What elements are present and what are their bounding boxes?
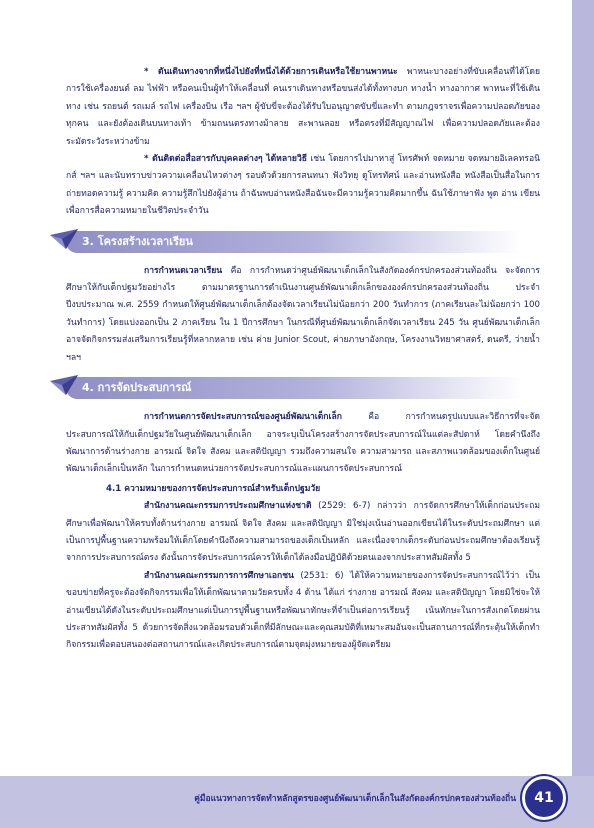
section-title: 3. โครงสร้างเวลาเรียน bbox=[82, 234, 193, 248]
section-title: 4. การจัดประสบการณ์ bbox=[82, 381, 192, 395]
page-content bbox=[66, 64, 540, 655]
section-heading-4 bbox=[50, 375, 540, 401]
paragraph-lead: * ดันติดต่อสื่อสารกับบุคคลต่างๆ ได้หลายวิธี bbox=[144, 154, 308, 165]
subsection-paragraph-1 bbox=[66, 498, 540, 568]
paper-bird-icon bbox=[48, 225, 82, 255]
paper-bird-icon bbox=[48, 371, 82, 401]
paragraph-lead: การกำหนดเวลาเรียน bbox=[144, 265, 223, 276]
paragraph-body: (2531: 6) ได้ให้ความหมายของการจัดประสบการณ์ไว้ว่า เป็นขอบข่ายที่ครูจะต้องจัดกิจกรรมเพื่อให้เด็กพัฒนาตามวัยครบทั้ง 4 ด้าน ได้แก่ ร่างกาย อารมณ์ สังคม และสติปัญญา โดยมิใช่จะให้อ่านเขียนได้ดังในระดับประถมศึกษาแต่เป็นการปูพื้นฐานหรือพัฒนาทักษะที่จำเป็นต่อการเรียนรู้ เน้นทักษะในการสังเกตโดยผ่านประสาทสัมผัสทั้ง 5 ด้วยการจัดสิ่งแวดล้อมรอบตัวเด็กที่มีลักษณะและคุณสมบัติที่เหมาะสมอันจะเป็นสถานการณ์ที่กระตุ้นให้เด็กทำกิจกรรมเพื่อตอบสนองต่อสถานการณ์และเกิดประสบการณ์ตามจุดมุ่งหมายของผู้จัดเตรียม bbox=[66, 570, 540, 651]
paragraph-lead: สำนักงานคณะกรรมการประถมศึกษาแห่งชาติ bbox=[144, 501, 312, 512]
paragraph-body: เช่น โดยการไปมาหาสู่ โทรศัพท์ จดหมาย จดหมายอิเลคทรอนิกส์ ฯลฯ และนับทราบข่าวความเคลื่อนไหวต่างๆ รอบตัวด้วยการสนทนา ฟังวิทยุ ดูโทรทัศน์ และอ่านหนังสือ หนังสือเป็นสื่อในการถ่ายทอดความรู้ ความคิด ความรู้สึกไปยังผู้อ่าน ถ้าฉันพบอ่านหนังสือฉันจะมีความรู้ความคิดมากขึ้น ฉันใช้ภาษาฟัง พูด อ่าน เขียน เพื่อการสื่อความหมายในชีวิตประจำวัน bbox=[66, 154, 540, 217]
paragraph-lead: สำนักงานคณะกรรมการการศึกษาเอกชน bbox=[144, 570, 294, 581]
paragraph-lead: การกำหนดการจัดประสบการณ์ของศูนย์พัฒนาเด็กเล็ก bbox=[144, 412, 342, 423]
footer-title: คู่มือแนวทางการจัดทำหลักสูตรของศูนย์พัฒนาเด็กเล็กในสังกัดองค์กรปกครองส่วนท้องถิ่น bbox=[194, 794, 516, 804]
section3-paragraph bbox=[66, 263, 540, 367]
subsection-title: 4.1 ความหมายของการจัดประสบการณ์สำหรับเด็กปฐมวัย bbox=[106, 483, 321, 494]
paragraph-body: คือ การกำหนดรูปแบบและวิธีการที่จะจัดประสบการณ์ให้กับเด็กปฐมวัยในศูนย์พัฒนาเด็กเล็ก อาจระบุเป็นโครงสร้างการจัดประสบการณ์ในแต่ละสัปดาห์ โดยคำนึงถึงพัฒนาการด้านร่างกาย อารมณ์ จิตใจ สังคม และสติปัญญา รวมถึงความสนใจ ความสามารถ และสภาพแวดล้อมของเด็กในศูนย์พัฒนาเด็กเล็กเป็นหลัก ในการกำหนดหน่วยการจัดประสบการณ์และแผนการจัดประสบการณ์ bbox=[66, 412, 540, 475]
paragraph-body: คือ การกำหนดว่าศูนย์พัฒนาเด็กเล็กในสังกัดองค์กรปกครองส่วนท้องถิ่น จะจัดการศึกษาให้กับเด็กปฐมวัยอย่างไร ตามมาตรฐานการดำเนินงานศูนย์พัฒนาเด็กเล็กขององค์กรปกครองส่วนท้องถิ่น ประจำปีงบประมาณ พ.ศ. 2559 กำหนดให้ศูนย์พัฒนาเด็กเล็กต้องจัดเวลาเรียนไม่น้อยกว่า 200 วันทำการ (ภาคเรียนละไม่น้อยกว่า 100 วันทำการ) โดยแบ่งออกเป็น 2 ภาคเรียน ใน 1 ปีการศึกษา ในกรณีที่ศูนย์พัฒนาเด็กเล็กจัดเวลาเรียน 245 วัน ศูนย์พัฒนาเด็กเล็กอาจจัดกิจกรรมส่งเสริมการเรียนรู้ที่หลากหลาย เช่น ค่าย Junior Scout, ค่ายภาษาอังกฤษ, โครงงานวิทยาศาสตร์, ดนตรี, ว่ายน้ำ ฯลฯ bbox=[66, 265, 540, 363]
subsection-paragraph-2 bbox=[66, 568, 540, 655]
paragraph-travel bbox=[66, 64, 540, 151]
page-number-badge: 41 bbox=[522, 776, 566, 820]
paragraph-communication bbox=[66, 151, 540, 221]
paragraph-body: (2529: 6-7) กล่าวว่า การจัดการศึกษาให้เด็กก่อนประถมศึกษาเพื่อพัฒนาให้ครบทั้งด้านร่างกาย อารมณ์ จิตใจ สังคม และสติปัญญา มิใช่มุ่งเน้นอ่านออกเขียนได้ในระดับประถมศึกษา แต่เป็นการปูพื้นฐานความพร้อมให้เด็กโดยคำนึงถึงความสามารถของเด็กเป็นหลัก และเนื่องจากเด็กระดับก่อนประถมศึกษาต้องเรียนรู้จากการประสบการณ์ตรง ดังนั้นการจัดประสบการณ์ควรให้เด็กได้ลงมือปฏิบัติด้วยตนเองจากประสาทสัมผัสทั้ง 5 bbox=[66, 501, 540, 564]
section-heading-3 bbox=[50, 229, 540, 255]
paragraph-body: พาหนะบางอย่างที่ขับเคลื่อนที่ได้โดยการใช้เครื่องยนต์ ลม ไฟฟ้า หรือคนเป็นผู้ทำให้เคลื่อนที่ คนเราเดินทางหรือขนส่งได้ทั้งทางบก ทางน้ำ ทางอากาศ พาหนะที่ใช้เดินทาง เช่น รถยนต์ รถเมล์ รถไฟ เครื่องบิน เรือ ฯลฯ ผู้ขับขี่จะต้องได้รับใบอนุญาตขับขี่และทำ ตามกฎจราจรเพื่อความปลอดภัยของทุกคน และยังต้องเดินบนทางเท้า ข้ามถนนตรงทางม้าลาย สะพานลอย หรือตรงที่มีสัญญาณไฟ เพื่อความปลอดภัยและต้องระมัดระวังระหว่างข้าม bbox=[66, 67, 540, 147]
section4-paragraph bbox=[66, 409, 540, 479]
paragraph-lead: * ดันเดินทางจากที่หนึ่งไปยังที่หนึ่งได้ด้วยการเดินหรือใช้ยานพาหนะ bbox=[144, 67, 398, 77]
right-margin-band bbox=[572, 0, 594, 790]
